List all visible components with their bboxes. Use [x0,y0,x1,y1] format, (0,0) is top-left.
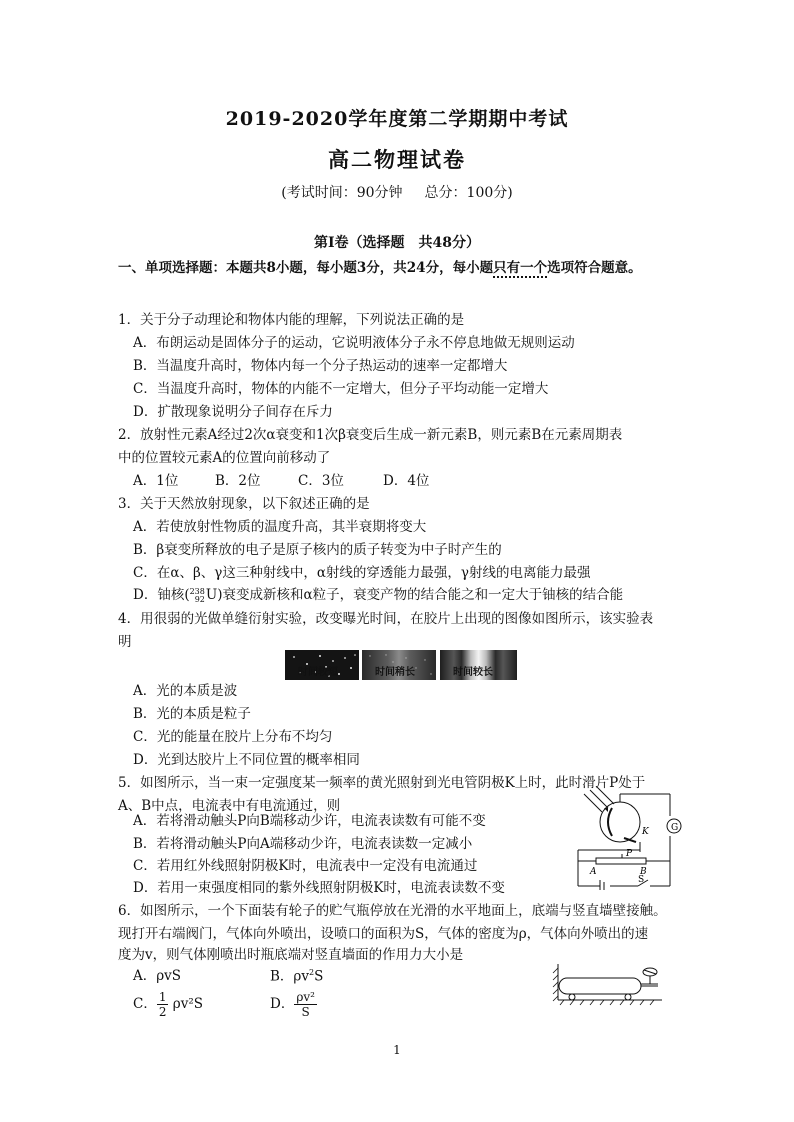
q4-option-a: A．光的本质是波 [133,683,238,699]
instruction-emphasis: 只有一个 [493,260,548,276]
section-title: 第Ⅰ卷（选择题 共48分） [313,235,481,251]
gas-cylinder-diagram [550,958,676,1008]
q6-c-text: ρv²S [172,996,204,1012]
instruction-text: 一、单项选择题：本题共8小题，每小题3分，共24分，每小题 [118,260,494,276]
q1-stem: 1．关于分子动理论和物体内能的理解，下列说法正确的是 [118,312,465,328]
q6-option-d [270,990,317,1019]
photoelectric-circuit-diagram [574,786,682,890]
caption-medium: 时间稍长 [375,667,415,678]
q5-option-d: D．若用一束强度相同的紫外线照射阴极K时，电流表读数不变 [133,880,505,896]
q6-stem-line3: 度为v，则气体刚喷出时瓶底端对竖直墙面的作用力大小是 [118,947,464,963]
q6-stem-line1: 6．如图所示，一个下面装有轮子的贮气瓶停放在光滑的水平地面上，底端与竖直墙壁接触。 [118,903,667,919]
q2-stem-line2: 中的位置较元素A的位置向前移动了 [118,450,331,466]
q1-option-b: B．当温度升高时，物体内每一个分子热运动的速率一定都增大 [133,358,508,374]
fraction-one-half [157,990,169,1019]
q2-option-a: A．1位 [133,473,179,489]
q6-b-text-end: S [314,968,324,985]
fraction-denominator: S [301,1005,310,1019]
q5-stem-line1: 5．如图所示，当一束一定强度某一频率的黄光照射到光电管阴极K上时，此时滑片P处于 [118,775,646,791]
wheel [625,994,631,1000]
q6-option-c [133,990,203,1019]
q3-option-c: C．在α、β、γ这三种射线中，α射线的穿透能力最强，γ射线的电离能力最强 [133,565,591,581]
q1-option-c: C．当温度升高时，物体的内能不一定增大，但分子平均动能一定增大 [133,381,549,397]
fraction-rho-v2-over-s [294,990,317,1019]
exam-title: 2019-2020学年度第二学期期中考试 [225,108,569,130]
q6-b-exponent: 2 [308,968,315,977]
exam-time: (考试时间：90分钟 [281,185,403,201]
q3-stem: 3．关于天然放射现象，以下叙述正确的是 [118,496,370,512]
label-k: K [642,827,649,837]
rheostat [596,858,646,864]
q3-option-d [133,586,623,604]
fraction-numerator: 1 [158,990,167,1004]
instruction-text-end: 选项符合题意。 [547,260,642,276]
uranium-isotope-notation [190,588,205,604]
caption-short: 时间较短 [298,667,338,678]
label-g: G [671,823,679,833]
label-a: A [590,867,597,877]
q2-option-c: C．3位 [298,473,344,489]
page-number: 1 [393,1043,401,1057]
label-b: B [640,867,647,877]
q6-b-text: B．ρv [270,968,309,985]
q2-option-d: D．4位 [383,473,430,489]
q2-stem-line1: 2．放射性元素A经过2次α衰变和1次β衰变后生成一新元素B，则元素B在元素周期表 [118,427,623,443]
q3-d-text-end: U)衰变成新核和α粒子，衰变产物的结合能之和一定大于铀核的结合能 [205,587,624,603]
q4-stem-line2: 明 [118,634,132,650]
q4-option-b: B．光的本质是粒子 [133,706,251,722]
q6-option-b [270,964,323,986]
q4-option-c: C．光的能量在胶片上分布不均匀 [133,729,333,745]
fraction-numerator: ρv² [296,990,315,1004]
q6-d-label: D． [270,996,295,1012]
section-instruction [118,256,642,276]
mass-number: 238 [189,586,205,596]
exam-subtitle: 高二物理试卷 [328,147,466,172]
exam-info [0,182,794,202]
q4-stem-line1: 4．用很弱的光做单缝衍射实验，改变曝光时间，在胶片上出现的图像如图所示，该实验表 [118,611,654,627]
atomic-number: 92 [194,594,205,604]
q3-d-text: D．铀核( [133,587,190,603]
label-s: S [638,875,645,885]
q1-option-d: D．扩散现象说明分子间存在斥力 [133,404,333,420]
q5-option-a: A．若将滑动触头P向B端移动少许，电流表读数有可能不变 [133,813,486,829]
label-p: P [626,849,633,859]
q3-option-a: A．若使放射性物质的温度升高，其半衰期将变大 [133,519,427,535]
q6-c-label: C． [133,996,157,1012]
caption-long: 时间较长 [453,667,493,678]
q6-stem-line2: 现打开右端阀门，气体向外喷出，设喷口的面积为S，气体的密度为ρ，气体向外喷出的速 [118,926,649,942]
q5-option-c: C．若用红外线照射阴极K时，电流表中一定没有电流通过 [133,858,478,874]
q5-option-b: B．若将滑动触头P向A端移动少许，电流表读数一定减小 [133,836,473,852]
q2-option-b: B．2位 [215,473,261,489]
total-score: 总分：100分) [424,185,513,201]
fraction-denominator: 2 [158,1005,167,1019]
gas-cylinder [559,978,641,994]
q4-option-d: D．光到达胶片上不同位置的概率相同 [133,752,360,768]
q6-option-a: A．ρvS [133,968,182,984]
q5-stem-line2: A、B中点，电流表中有电流通过，则 [118,798,341,814]
wheel [569,994,575,1000]
q3-option-b: B．β衰变所释放的电子是原子核内的质子转变为中子时产生的 [133,542,502,558]
q1-option-a: A．布朗运动是固体分子的运动，它说明液体分子永不停息地做无规则运动 [133,335,575,351]
